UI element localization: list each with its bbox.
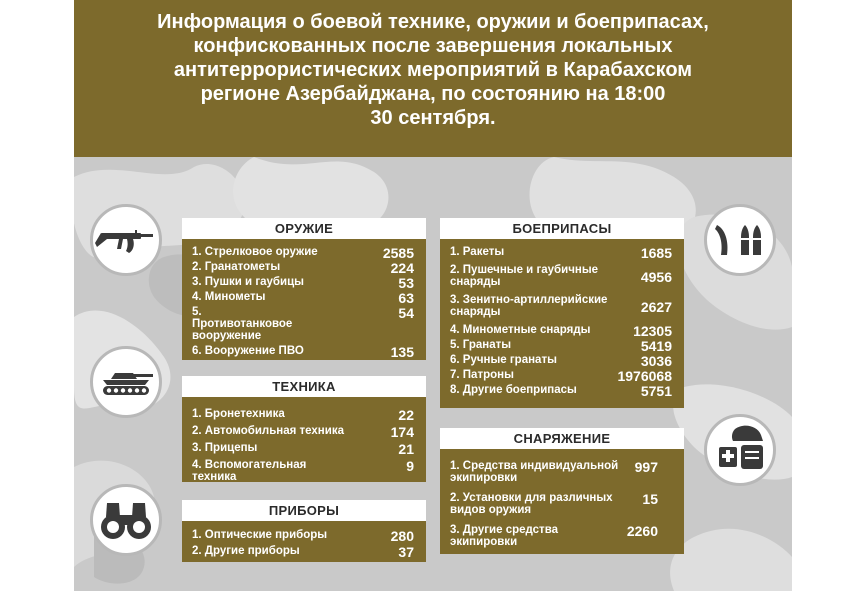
devices-list (192, 529, 414, 560)
list-item (450, 460, 672, 484)
item-value: 22 (398, 407, 414, 423)
equipment-list (450, 460, 672, 551)
list-item (450, 245, 672, 261)
item-value: 2585 (382, 245, 414, 261)
item-label: 1. Бронетехника (192, 408, 285, 420)
item-label: 4. Вспомогательная техника (192, 459, 307, 483)
list-item (450, 524, 672, 548)
item-value: 997 (634, 459, 658, 475)
item-value: 1685 (640, 245, 672, 261)
item-value: 2260 (626, 523, 658, 539)
item-value: 21 (398, 441, 414, 457)
item-value: 63 (398, 290, 414, 306)
item-label: 1. Стрелковое оружие (192, 246, 318, 258)
title-line: антитеррористических мероприятий в Карабахском (173, 59, 693, 81)
list-item (450, 383, 672, 399)
item-label: 3. Зенитно-артиллерийские снаряды (450, 294, 608, 318)
list-item (450, 368, 672, 384)
item-label: 2. Гранатометы (192, 261, 281, 273)
item-label: 2. Пушечные и гаубичные снаряды (450, 264, 599, 288)
item-label: 1. Оптические приборы (192, 529, 328, 541)
binoculars-icon (90, 484, 162, 556)
weapons-title: ОРУЖИЕ (182, 218, 426, 239)
page-title (74, 10, 792, 130)
item-value: 224 (390, 260, 414, 276)
list-item (450, 353, 672, 369)
list-item (450, 264, 672, 288)
item-label: 5. Гранаты (450, 339, 512, 351)
item-label: 2. Другие приборы (192, 545, 300, 557)
list-item (192, 306, 414, 342)
ammo-panel (440, 218, 684, 408)
title-line: конфискованных после завершения локальных (193, 35, 673, 57)
item-value: 5751 (640, 383, 672, 399)
equipment-title: СНАРЯЖЕНИЕ (440, 428, 684, 449)
list-item (450, 492, 672, 516)
item-label: 4. Минометные снаряды (450, 324, 591, 336)
item-label: 2. Автомобильная техника (192, 425, 344, 437)
weapons-list (192, 246, 414, 360)
item-value: 4956 (640, 269, 672, 285)
item-value: 3036 (640, 353, 672, 369)
vehicles-title: ТЕХНИКА (182, 376, 426, 397)
list-item (450, 338, 672, 354)
item-label: 1. Ракеты (450, 246, 505, 258)
header-banner (74, 0, 792, 157)
item-label: 6. Вооружение ПВО (192, 345, 304, 357)
item-value: 280 (390, 528, 414, 544)
item-label: 3. Пушки и гаубицы (192, 276, 304, 288)
equipment-panel (440, 428, 684, 554)
devices-title: ПРИБОРЫ (182, 500, 426, 521)
vehicles-panel (182, 376, 426, 482)
title-line: Информация о боевой технике, оружии и боеприпасах, (157, 11, 709, 33)
ammo-title: БОЕПРИПАСЫ (440, 218, 684, 239)
title-line: регионе Азербайджана, по состоянию на 18:00 (200, 83, 666, 105)
item-value: 37 (398, 544, 414, 560)
item-value: 9 (406, 458, 414, 474)
list-item (192, 407, 414, 423)
list-item (192, 424, 414, 440)
item-value: 5419 (640, 338, 672, 354)
tank-icon (90, 346, 162, 418)
item-value: 135 (390, 344, 414, 360)
ammo-icon (704, 204, 776, 276)
item-value: 2627 (640, 299, 672, 315)
infographic (74, 0, 792, 591)
list-item (192, 441, 414, 457)
item-label: 6. Ручные гранаты (450, 354, 557, 366)
item-value: 53 (398, 275, 414, 291)
rifle-icon (90, 204, 162, 276)
item-label: 4. Минометы (192, 291, 266, 303)
list-item (450, 294, 672, 318)
item-value: 174 (390, 424, 414, 440)
list-item (192, 344, 414, 360)
list-item (192, 528, 414, 544)
devices-panel (182, 500, 426, 562)
list-item (450, 323, 672, 339)
title-line: 30 сентября. (370, 107, 496, 129)
item-label: 2. Установки для различных видов оружия (450, 492, 613, 516)
helmet-gear-icon (704, 414, 776, 486)
item-value: 15 (642, 491, 658, 507)
vehicles-list (192, 408, 414, 488)
item-value: 54 (398, 305, 414, 321)
list-item (192, 290, 414, 306)
item-label: 5. Противотанковое вооружение (192, 306, 293, 342)
item-label: 8. Другие боеприпасы (450, 384, 577, 396)
list-item (192, 245, 414, 261)
list-item (192, 275, 414, 291)
item-label: 3. Другие средства экипировки (450, 524, 559, 548)
item-value: 1976068 (617, 368, 672, 384)
item-label: 7. Патроны (450, 369, 514, 381)
item-value: 12305 (633, 323, 672, 339)
list-item (192, 260, 414, 276)
item-label: 1. Средства индивидуальной экипировки (450, 460, 619, 484)
ammo-list (450, 246, 672, 399)
list-item (192, 459, 414, 483)
item-label: 3. Прицепы (192, 442, 258, 454)
list-item (192, 544, 414, 560)
weapons-panel (182, 218, 426, 360)
